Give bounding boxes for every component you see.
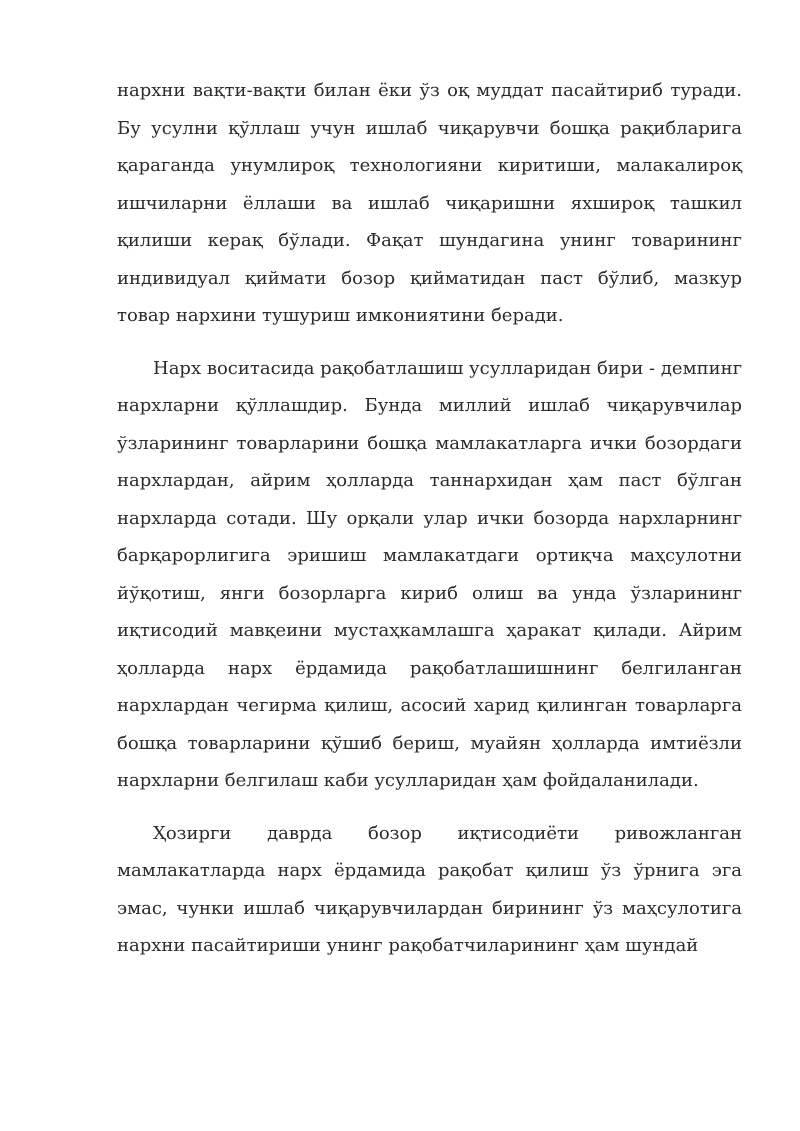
paragraph-2: Нарх воситасида рақобатлашиш усулларидан бири - демпинг нархларни қўллашдир. Бунда миллий ишлаб чиқарувчилар ўзларининг товарларини бошқа мамлакатларга ички бозордаги нархлардан, айрим ҳолларда таннархидан ҳам паст бўлган нархларда сотади. Шу орқали улар ички бозорда нархларнинг барқарорлигига эришиш мамлакатдаги ортиқча маҳсулотни йўқотиш, янги бозорларга кириб олиш ва унда ўзларининг иқтисодий мавқеини мустаҳкамлашга ҳаракат қилади. Айрим ҳолларда нарх ёрдамида рақобатлашишнинг белгиланган нархлардан чегирма қилиш, асосий харид қилинган товарларга бошқа товарларини қўшиб бериш, муайян ҳолларда имтиёзли нархларни белгилаш каби усулларидан ҳам фойдаланилади. [117, 357, 743, 791]
document-page [117, 72, 742, 980]
paragraph-3: Ҳозирги даврда бозор иқтисодиёти ривожланган мамлакатларда нарх ёрдамида рақобат қилиш ўз ўрнига эга эмас, чунки ишлаб чиқарувчилардан бирининг ўз маҳсулотига нархни пасайтириши унинг рақобатчиларининг ҳам шундай [117, 822, 742, 956]
paragraph-1: нархни вақти-вақти билан ёки ўз оқ муддат пасайтириб туради. Бу усулни қўллаш учун ишлаб чиқарувчи бошқа рақибларига қараганда унумлироқ технологияни киритиши, малакалироқ ишчиларни ёллаши ва ишлаб чиқаришни яхшироқ ташкил қилиши керақ бўлади. Фақат шундагина унинг товарининг индивидуал қиймати бозор қийматидан паст бўлиб, мазкур товар нархини тушуриш имкониятини беради. [117, 80, 742, 326]
